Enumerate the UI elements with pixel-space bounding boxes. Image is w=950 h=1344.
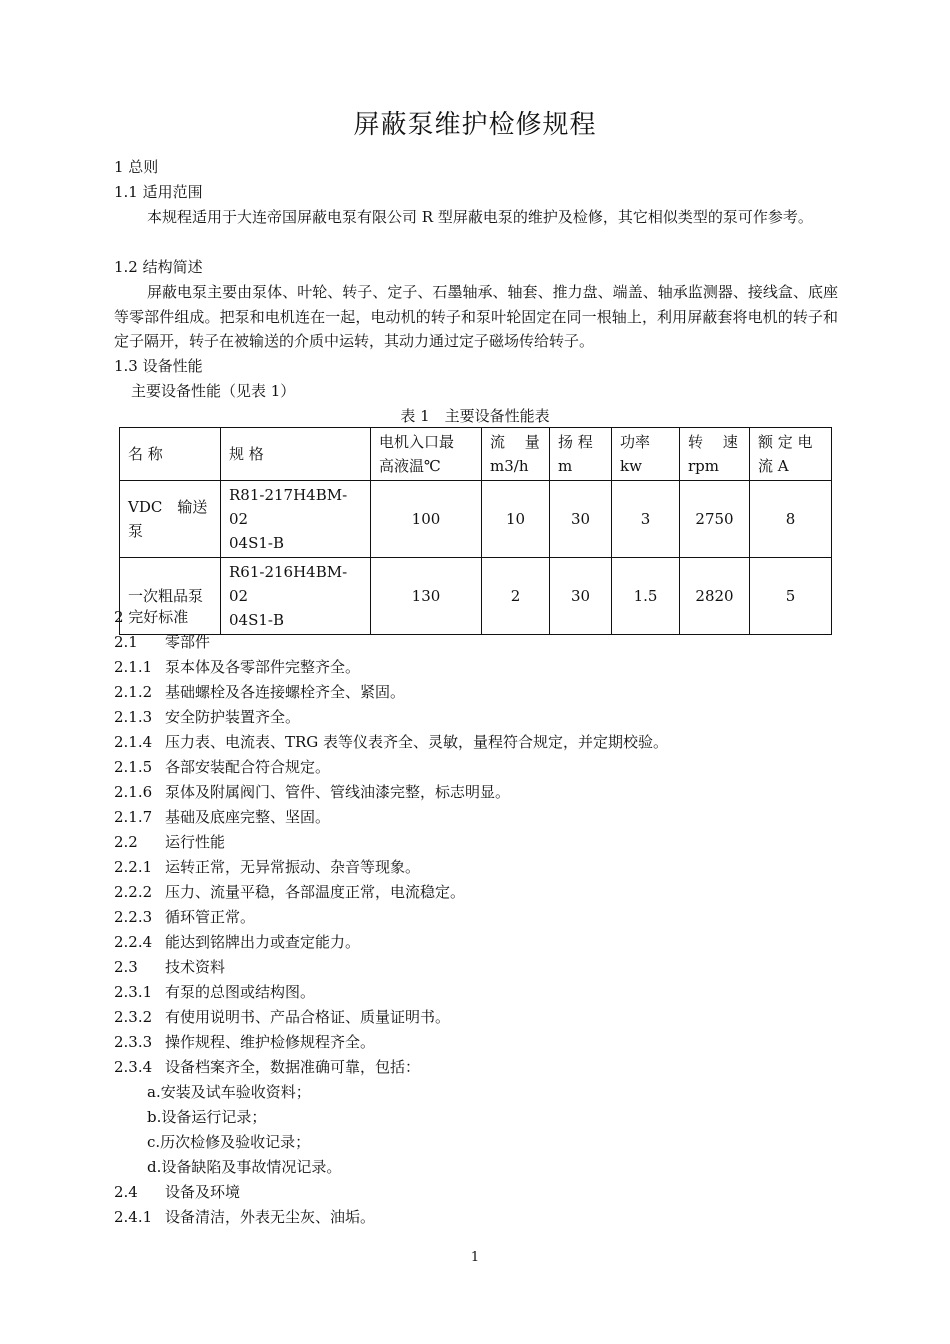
cell-name: VDC 输送 泵 xyxy=(120,481,221,558)
clause-line: 2.3 技术资料 xyxy=(114,958,226,976)
cell-head: 30 xyxy=(550,481,612,558)
document-title: 屏蔽泵维护检修规程 xyxy=(353,110,597,140)
cell-power: 3 xyxy=(612,481,680,558)
cell-flow: 2 xyxy=(482,558,550,635)
cell-power: 1.5 xyxy=(612,558,680,635)
header-speed: 转 速 rpm xyxy=(680,428,750,481)
table-caption: 表 1 主要设备性能表 xyxy=(400,407,550,425)
clause-line: 2.2 运行性能 xyxy=(114,833,226,851)
cell-temperature: 100 xyxy=(371,481,482,558)
section-1-3-heading: 1.3 设备性能 xyxy=(114,357,203,375)
table-row xyxy=(120,481,832,558)
sub-item: c.历次检修及验收记录； xyxy=(147,1133,311,1151)
clause-line: 2.1.4 压力表、电流表、TRG 表等仪表齐全、灵敏，量程符合规定，并定期校验。 xyxy=(114,733,669,751)
cell-current: 5 xyxy=(750,558,832,635)
clause-line: 2.3.3 操作规程、维护检修规程齐全。 xyxy=(114,1033,376,1051)
cell-speed: 2750 xyxy=(680,481,750,558)
header-temperature: 电机入口最 高液温℃ xyxy=(371,428,482,481)
sub-item: a.安装及试车验收资料； xyxy=(147,1083,311,1101)
section-1-3-paragraph: 主要设备性能（见表 1） xyxy=(131,382,296,400)
header-current: 额 定 电 流 A xyxy=(750,428,832,481)
header-spec: 规 格 xyxy=(221,428,371,481)
cell-flow: 10 xyxy=(482,481,550,558)
section-1-1-paragraph: 本规程适用于大连帝国屏蔽电泵有限公司 R 型屏蔽电泵的维护及检修，其它相似类型的泵可作参考。 xyxy=(147,208,813,226)
clause-line: 2.2.2 压力、流量平稳，各部温度正常，电流稳定。 xyxy=(114,883,466,901)
clause-line: 2.1.2 基础螺栓及各连接螺栓齐全、紧固。 xyxy=(114,683,406,701)
sub-item: b.设备运行记录； xyxy=(147,1108,267,1126)
cell-spec: R61-216H4BM-02 04S1-B xyxy=(221,558,371,635)
header-head: 扬 程 m xyxy=(550,428,612,481)
header-flow: 流 量 m3/h xyxy=(482,428,550,481)
clause-line: 2.1.3 安全防护装置齐全。 xyxy=(114,708,301,726)
cell-name: 一次粗品泵 xyxy=(120,558,221,635)
header-power: 功率 kw xyxy=(612,428,680,481)
page-number: 1 xyxy=(470,1250,480,1265)
section-2-heading: 2 完好标准 xyxy=(114,608,189,626)
cell-spec: R81-217H4BM-02 04S1-B xyxy=(221,481,371,558)
clause-line: 2.2.4 能达到铭牌出力或查定能力。 xyxy=(114,933,361,951)
section-1-2-paragraph: 屏蔽电泵主要由泵体、叶轮、转子、定子、石墨轴承、轴套、推力盘、端盖、轴承监测器、接线盒、底座等零部件组成。把泵和电机连在一起，电动机的转子和泵叶轮固定在同一根轴上，利用屏蔽套将电机的转子和定子隔开，转子在被输送的介质中运转，其动力通过定子磁场传给转子。 xyxy=(114,283,838,350)
section-1-2-heading: 1.2 结构简述 xyxy=(114,258,203,276)
table-header-row xyxy=(120,428,832,481)
performance-table xyxy=(119,427,832,635)
clause-line: 2.1.1 泵本体及各零部件完整齐全。 xyxy=(114,658,361,676)
clause-line: 2.4.1 设备清洁，外表无尘灰、油垢。 xyxy=(114,1208,376,1226)
sub-item: d.设备缺陷及事故情况记录。 xyxy=(147,1158,342,1176)
clause-line: 2.1.5 各部安装配合符合规定。 xyxy=(114,758,331,776)
clause-line: 2.4 设备及环境 xyxy=(114,1183,241,1201)
header-name: 名 称 xyxy=(120,428,221,481)
clause-line: 2.1.6 泵体及附属阀门、管件、管线油漆完整，标志明显。 xyxy=(114,783,511,801)
clause-line: 2.3.4 设备档案齐全，数据准确可靠，包括： xyxy=(114,1058,421,1076)
cell-head: 30 xyxy=(550,558,612,635)
clause-line: 2.2.1 运转正常，无异常振动、杂音等现象。 xyxy=(114,858,421,876)
section-1-1-heading: 1.1 适用范围 xyxy=(114,183,203,201)
clause-line: 2.3.2 有使用说明书、产品合格证、质量证明书。 xyxy=(114,1008,451,1026)
cell-speed: 2820 xyxy=(680,558,750,635)
table-row xyxy=(120,558,832,635)
clause-line: 2.3.1 有泵的总图或结构图。 xyxy=(114,983,316,1001)
cell-temperature: 130 xyxy=(371,558,482,635)
clause-line: 2.1.7 基础及底座完整、坚固。 xyxy=(114,808,331,826)
cell-current: 8 xyxy=(750,481,832,558)
section-1-heading: 1 总则 xyxy=(114,158,159,176)
clause-line: 2.1 零部件 xyxy=(114,633,211,651)
clause-line: 2.2.3 循环管正常。 xyxy=(114,908,256,926)
